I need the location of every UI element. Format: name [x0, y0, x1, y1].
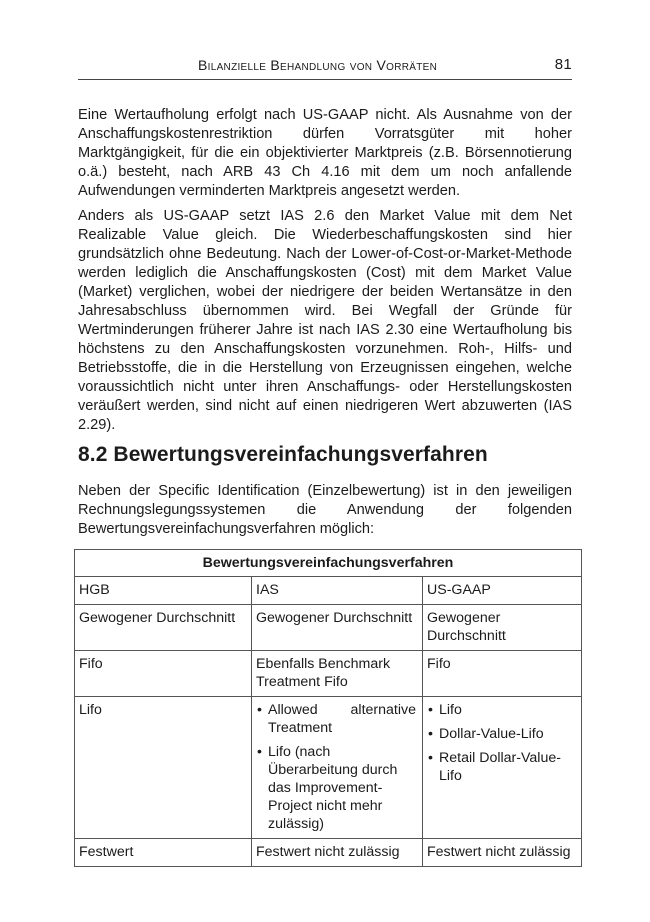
header-rule	[78, 79, 572, 80]
cell-ias: Gewogener Durchschnitt	[252, 605, 423, 651]
paragraph-wertaufholung: Eine Wertaufholung erfolgt nach US-GAAP nicht. Als Ausnahme von der Anschaffungskostenrestriktion dürfen Vorratsgüter mit hoher Marktgängigkeit, für die ein objektivierter Marktpreis (z.B. Börsennotierung o.ä.) besteht, nach ARB 43 Ch 4.16 mit dem um noch anfallende Aufwendungen verminderten Marktpreis angesetzt werden.	[78, 107, 572, 199]
table-header-row	[75, 577, 582, 605]
page-number: 81	[554, 56, 572, 73]
cell-usgaap: Gewogener Durchschnitt	[423, 605, 582, 651]
column-header-hgb: HGB	[75, 577, 252, 605]
list-item: • Lifo (nach Überarbeitung durch das Improvement-Project nicht mehr zulässig)	[268, 743, 416, 833]
methods-table	[74, 549, 582, 867]
column-header-usgaap: US-GAAP	[423, 577, 582, 605]
cell-hgb: Lifo	[75, 697, 252, 839]
cell-hgb: Festwert	[75, 839, 252, 867]
section-intro: Neben der Specific Identification (Einzelbewertung) ist in den jeweiligen Rechnungslegungssystemen die Anwendung der folgenden Bewertungsvereinfachungsverfahren möglich:	[78, 483, 572, 537]
cell-usgaap: Fifo	[423, 651, 582, 697]
table-row	[75, 839, 582, 867]
running-title: Bilanzielle Behandlung von Vorräten	[198, 57, 438, 73]
cell-usgaap: Festwert nicht zulässig	[423, 839, 582, 867]
cell-ias: Festwert nicht zulässig	[252, 839, 423, 867]
cell-hgb: Fifo	[75, 651, 252, 697]
table-caption-row	[75, 550, 582, 577]
cell-hgb: Gewogener Durchschnitt	[75, 605, 252, 651]
usgaap-bullet-list	[427, 701, 575, 785]
table-row	[75, 605, 582, 651]
cell-usgaap	[423, 697, 582, 839]
table-row	[75, 697, 582, 839]
cell-ias	[252, 697, 423, 839]
list-item: • Lifo	[439, 701, 575, 719]
section-heading: 8.2 Bewertungsvereinfachungsverfahren	[78, 443, 488, 466]
table-row	[75, 651, 582, 697]
list-item: • Retail Dollar-Value-Lifo	[439, 749, 575, 785]
cell-ias: Ebenfalls Benchmark Treatment Fifo	[252, 651, 423, 697]
table-caption: Bewertungsvereinfachungsverfahren	[75, 550, 582, 577]
ias-bullet-list	[256, 701, 416, 833]
column-header-ias: IAS	[252, 577, 423, 605]
list-item: • Allowed alternative Treatment	[268, 701, 416, 737]
paragraph-ias-market-value: Anders als US-GAAP setzt IAS 2.6 den Market Value mit dem Net Realizable Value gleich. Die Wiederbeschaffungskosten sind hier grundsätzlich ohne Bedeutung. Nach der Lower-of-Cost-or-Market-Methode werden lediglich die Anschaffungskosten (Cost) mit dem Market Value (Market) verglichen, wobei der niedrigere der beiden Wertansätze in den Jahresabschluss übernommen wird. Bei Wegfall der Gründe für Wertminderungen früherer Jahre ist nach IAS 2.30 eine Wertaufholung bis höchstens zu den Anschaffungskosten vorzunehmen. Roh-, Hilfs- und Betriebsstoffe, die in die Herstellung von Erzeugnissen eingehen, welche voraussichtlich nicht unter ihren Anschaffungs- oder Herstellungskosten veräußert werden, sind nicht auf einen niedrigeren Wert abzuwerten (IAS 2.29).	[78, 208, 572, 433]
list-item: • Dollar-Value-Lifo	[439, 725, 575, 743]
